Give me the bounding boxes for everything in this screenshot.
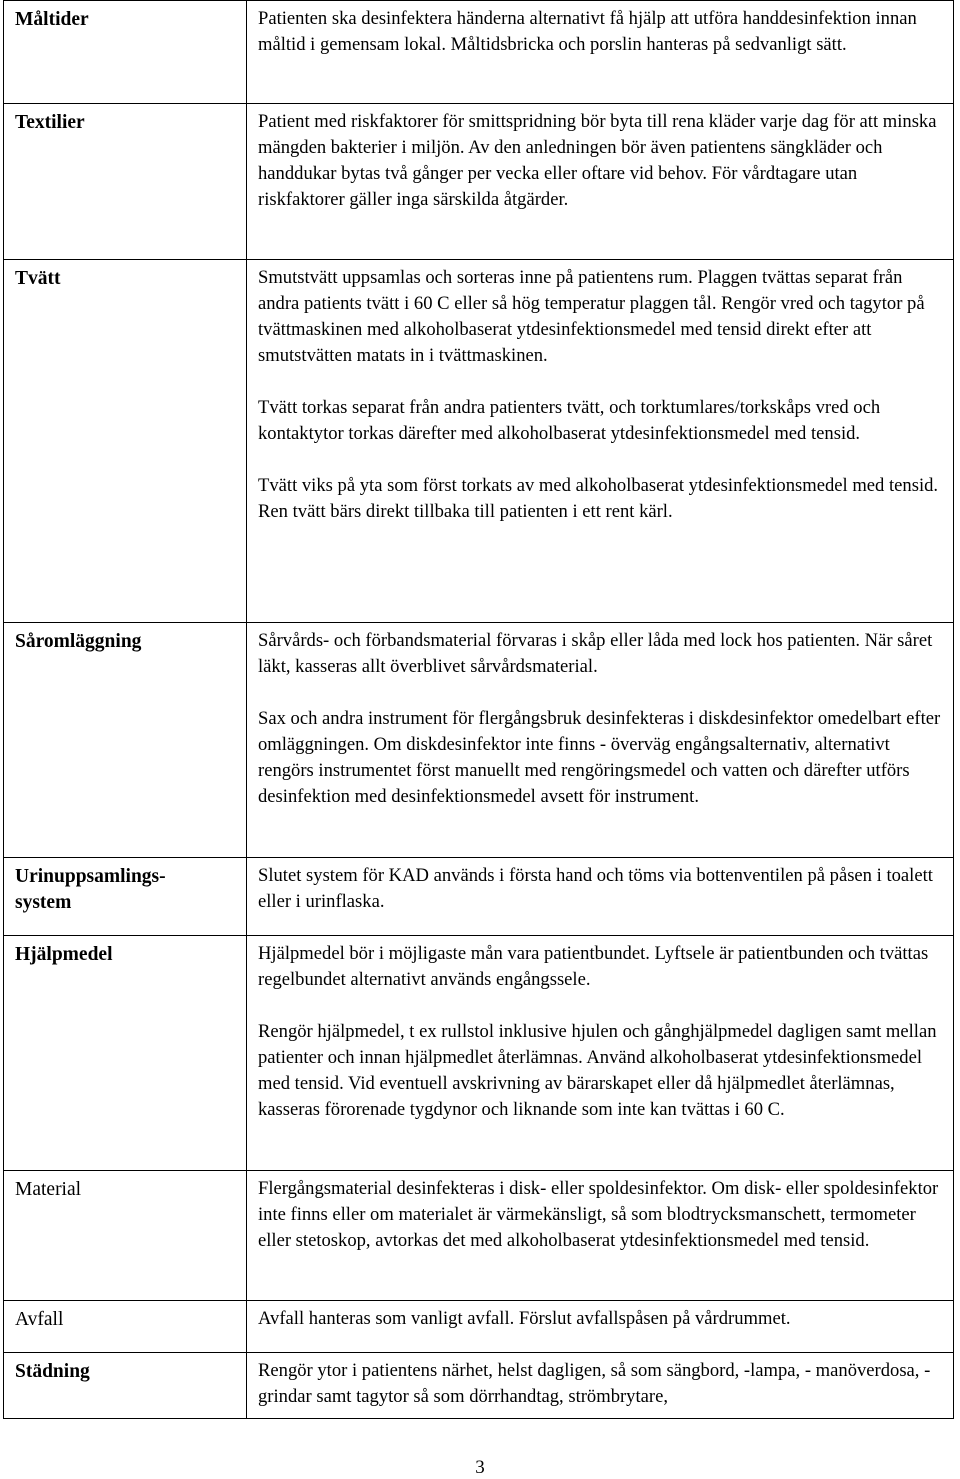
table-row-avfall xyxy=(4,1301,954,1353)
page-number: 3 xyxy=(475,1457,485,1478)
avfall-paragraph-1: Avfall hanteras som vanligt avfall. Förslut avfallspåsen på vårdrummet. xyxy=(258,1308,791,1329)
table-row-urinuppsamlingssystem xyxy=(4,858,954,936)
row-label-cell xyxy=(4,260,247,623)
row-content-cell xyxy=(247,1171,954,1301)
row-label-saromlaggning: Såromläggning xyxy=(15,631,142,652)
maltider-paragraph-1: Patienten ska desinfektera händerna alternativt få hjälp att utföra handdesinfektion innan måltid i gemensam lokal. Måltidsbricka och porslin hanteras på sedvanligt sätt. xyxy=(258,8,917,55)
row-label-textilier: Textilier xyxy=(15,112,85,133)
material-paragraph-1: Flergångsmaterial desinfekteras i disk- eller spoldesinfektor. Om disk- eller spoldesinfektor inte finns eller om materialet är värmekänsligt, så som blodtrycksmanschett, termometer eller stetoskop, avtorkas det med alkoholbaserat ytdesinfektionsmedel med tensid. xyxy=(258,1178,939,1251)
saromlaggning-paragraph-1: Sårvårds- och förbandsmaterial förvaras i skåp eller låda med lock hos patienten. När såret läkt, kasseras allt överblivet sårvårdsmaterial. xyxy=(258,630,933,677)
row-label-urinuppsamlingssystem-line-2: system xyxy=(15,892,72,913)
urinuppsamlingssystem-paragraph-1: Slutet system för KAD används i första hand och töms via bottenventilen på påsen i toalett eller i urinflaska. xyxy=(258,865,933,912)
row-label-stadning: Städning xyxy=(15,1361,90,1382)
row-content-cell xyxy=(247,260,954,623)
stadning-paragraph-1: Rengör ytor i patientens närhet, helst dagligen, så som sängbord, -lampa, - manöverdosa, -grindar samt tagytor så som dörrhandtag, strömbrytare, xyxy=(258,1360,931,1407)
tvatt-paragraph-3: Tvätt viks på yta som först torkats av med alkoholbaserat ytdesinfektionsmedel med tensid. Ren tvätt bärs direkt tillbaka till patienten i ett rent kärl. xyxy=(258,475,939,522)
row-label-cell xyxy=(4,623,247,858)
table-row-textilier xyxy=(4,104,954,260)
row-label-urinuppsamlingssystem-line-1: Urinuppsamlings- xyxy=(15,866,166,887)
row-label-material: Material xyxy=(15,1179,82,1200)
row-content-cell xyxy=(247,936,954,1171)
row-content-cell xyxy=(247,1301,954,1353)
saromlaggning-paragraph-2: Sax och andra instrument för flergångsbruk desinfekteras i diskdesinfektor omedelbart efter omläggningen. Om diskdesinfektor inte finns - överväg engångsalternativ, alternativt rengörs instrumentet först manuellt med rengöringsmedel och vatten och därefter utförs desinfektion med desinfektionsmedel avsett för instrument. xyxy=(258,708,941,807)
tvatt-paragraph-1: Smutstvätt uppsamlas och sorteras inne på patientens rum. Plaggen tvättas separat från andra patients tvätt i 60 C eller så hög temperatur plaggen tål. Rengör vred och tagytor på tvättmaskinen med alkoholbaserat ytdesinfektionsmedel med tensid direkt efter att smutstvätten matats in i tvättmaskinen. xyxy=(258,267,925,366)
row-label-cell xyxy=(4,1,247,104)
row-label-cell xyxy=(4,1171,247,1301)
row-label-cell xyxy=(4,1353,247,1419)
row-content-cell xyxy=(247,1,954,104)
table-row-stadning xyxy=(4,1353,954,1419)
row-label-cell xyxy=(4,104,247,260)
row-label-maltider: Måltider xyxy=(15,9,89,30)
row-label-cell xyxy=(4,1301,247,1353)
table-row-maltider xyxy=(4,1,954,104)
row-label-hjalpmedel: Hjälpmedel xyxy=(15,944,113,965)
hjalpmedel-paragraph-1: Hjälpmedel bör i möjligaste mån vara patientbundet. Lyftsele är patientbunden och tvättas regelbundet alternativt används engångssele. xyxy=(258,943,929,990)
row-content-cell xyxy=(247,1353,954,1419)
row-label-cell xyxy=(4,858,247,936)
row-label-tvatt: Tvätt xyxy=(15,268,61,289)
table-row-hjalpmedel xyxy=(4,936,954,1171)
row-content-cell xyxy=(247,623,954,858)
hygiene-guidelines-table xyxy=(3,0,954,1419)
hjalpmedel-paragraph-2: Rengör hjälpmedel, t ex rullstol inklusive hjulen och gånghjälpmedel dagligen samt mellan patienter och innan hjälpmedlet återlämnas. Använd alkoholbaserat ytdesinfektionsmedel med tensid. Vid eventuell avskrivning av bärarskapet eller då hjälpmedlet återlämnas, kasseras förorenade tygdynor och liknande som inte kan tvättas i 60 C. xyxy=(258,1021,937,1120)
table-row-saromlaggning xyxy=(4,623,954,858)
tvatt-paragraph-2: Tvätt torkas separat från andra patienters tvätt, och torktumlares/torkskåps vred och kontaktytor torkas därefter med alkoholbaserat ytdesinfektionsmedel med tensid. xyxy=(258,397,881,444)
row-content-cell xyxy=(247,104,954,260)
row-label-avfall: Avfall xyxy=(15,1309,64,1330)
table-row-tvatt xyxy=(4,260,954,623)
textilier-paragraph-1: Patient med riskfaktorer för smittspridning bör byta till rena kläder varje dag för att minska mängden bakterier i miljön. Av den anledningen bör även patientens sängkläder och handdukar bytas två gånger per vecka eller oftare vid behov. För vårdtagare utan riskfaktorer gäller inga särskilda åtgärder. xyxy=(258,111,937,210)
row-label-cell xyxy=(4,936,247,1171)
row-content-cell xyxy=(247,858,954,936)
table-row-material xyxy=(4,1171,954,1301)
